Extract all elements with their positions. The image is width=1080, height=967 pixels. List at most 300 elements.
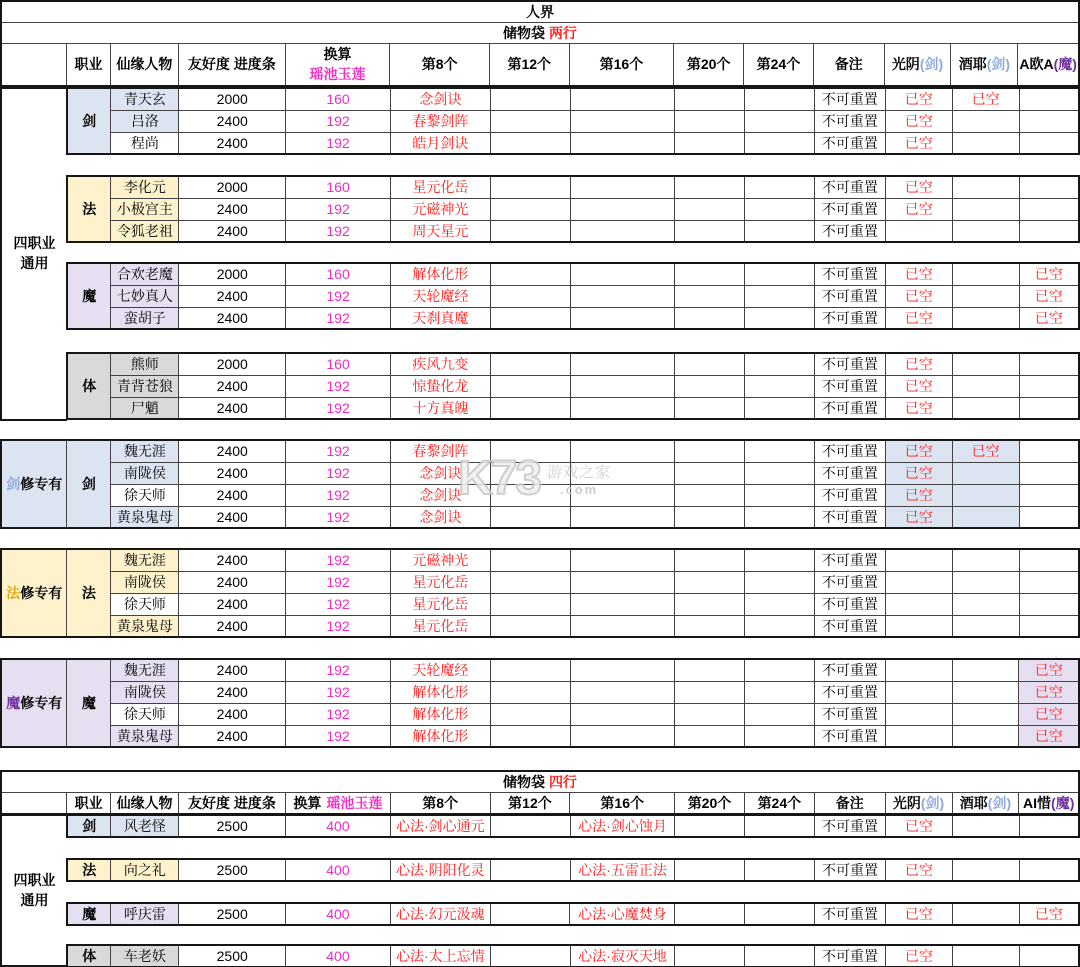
cell-friendship: 2500 [179, 903, 286, 925]
cell-guangyin: 已空 [885, 397, 952, 419]
cell-name: 风老怪 [111, 815, 179, 837]
cell-slot8: 疾风九变 [390, 353, 490, 375]
cell-note: 不可重置 [814, 110, 885, 132]
cell-guangyin: 已空 [885, 353, 952, 375]
cell-slot12 [490, 462, 570, 484]
cell-slot8: 十方真魄 [390, 397, 490, 419]
cell-aoua [1019, 220, 1079, 242]
cell-friendship: 2400 [179, 307, 286, 329]
cell-slot16 [570, 353, 675, 375]
cell-aoua: 已空 [1019, 659, 1079, 681]
cell-slot24 [745, 132, 815, 154]
cell-slot16 [570, 263, 675, 285]
cell-slot8: 皓月剑诀 [390, 132, 490, 154]
cell-slot24 [745, 440, 815, 462]
job-cell: 剑 [67, 440, 111, 528]
cell-slot24 [745, 549, 815, 571]
cell-note: 不可重置 [814, 198, 885, 220]
cell-friendship: 2400 [179, 132, 286, 154]
cell-slot12 [490, 593, 570, 615]
cell-jiuye [952, 484, 1019, 506]
cell-aoua [1019, 571, 1079, 593]
cell-slot12 [490, 375, 570, 397]
cell-aoua [1019, 462, 1079, 484]
cell-slot8: 星元化岳 [390, 571, 490, 593]
cell-slot16 [570, 176, 675, 198]
cell-slot8: 念剑诀 [390, 484, 490, 506]
cell-slot24 [745, 220, 815, 242]
cell-slot24 [745, 615, 815, 637]
header-suffix: 瑶池玉莲 [326, 795, 383, 811]
t1-job-block-1 [66, 175, 1080, 243]
cell-lotus: 192 [286, 549, 391, 571]
cell-guangyin: 已空 [885, 440, 952, 462]
cell-slot24 [745, 263, 815, 285]
cell-jiuye [952, 506, 1019, 528]
cell-note: 不可重置 [814, 615, 885, 637]
cell-friendship: 2400 [179, 571, 286, 593]
cell-note: 不可重置 [815, 815, 886, 837]
cell-guangyin: 已空 [885, 815, 952, 837]
cell-friendship: 2400 [179, 220, 286, 242]
cell-lotus: 192 [286, 571, 391, 593]
cell-guangyin [885, 593, 952, 615]
group-label-head: 剑 [6, 476, 21, 492]
cell-slot8: 元磁神光 [390, 549, 490, 571]
cell-slot20 [675, 725, 745, 747]
cell-slot8: 元磁神光 [390, 198, 490, 220]
cell-slot12 [490, 285, 570, 307]
cell-slot12 [490, 397, 570, 419]
col-header-4: 第8个 [390, 793, 490, 815]
cell-slot20 [675, 285, 745, 307]
cell-slot12 [490, 506, 570, 528]
cell-slot24 [745, 506, 815, 528]
cell-note: 不可重置 [814, 462, 885, 484]
cell-slot24 [745, 659, 815, 681]
cell-aoua [1019, 88, 1079, 110]
cell-note: 不可重置 [814, 176, 885, 198]
cell-slot12 [490, 859, 570, 881]
watermark-logo: K73 [458, 452, 541, 505]
cell-lotus: 192 [286, 593, 391, 615]
cell-slot12 [490, 110, 570, 132]
cell-aoua [1019, 397, 1079, 419]
cell-slot12 [490, 945, 570, 967]
cell-jiuye [952, 220, 1019, 242]
cell-lotus: 160 [286, 88, 391, 110]
cell-slot16 [570, 593, 675, 615]
cell-jiuye [952, 263, 1019, 285]
cell-slot20 [675, 815, 745, 837]
cell-friendship: 2400 [179, 397, 286, 419]
cell-aoua [1019, 593, 1079, 615]
cell-friendship: 2400 [179, 198, 286, 220]
cell-lotus: 160 [286, 263, 391, 285]
col-header-12 [1018, 44, 1079, 86]
cell-slot12 [490, 307, 570, 329]
cell-jiuye [952, 815, 1019, 837]
cell-lotus: 192 [286, 220, 391, 242]
cell-note: 不可重置 [815, 859, 886, 881]
cell-lotus: 192 [286, 681, 391, 703]
cell-note: 不可重置 [814, 506, 885, 528]
t1-job-block-2 [66, 262, 1080, 330]
cell-note: 不可重置 [814, 397, 885, 419]
cell-slot16 [570, 615, 675, 637]
header-suffix: (剑) [920, 795, 945, 811]
cell-slot8: 念剑诀 [390, 462, 490, 484]
cell-note: 不可重置 [815, 945, 886, 967]
col-header-12 [1019, 793, 1079, 815]
watermark-site: 游戏之家 [547, 464, 612, 481]
cell-lotus: 192 [286, 484, 391, 506]
col-header-3 [285, 793, 390, 815]
cell-aoua: 已空 [1019, 703, 1079, 725]
cell-guangyin: 已空 [885, 375, 952, 397]
cell-name: 李化元 [111, 176, 179, 198]
col-header-corner [1, 793, 67, 815]
cell-jiuye: 已空 [952, 88, 1019, 110]
cell-name: 魏无涯 [111, 440, 179, 462]
cell-slot12 [490, 484, 570, 506]
cell-aixi [1019, 859, 1079, 881]
cell-slot12 [490, 88, 570, 110]
cell-lotus: 192 [286, 659, 391, 681]
cell-name: 程尚 [111, 132, 179, 154]
cell-slot8: 心法·太上忘情 [390, 945, 490, 967]
cell-note: 不可重置 [814, 549, 885, 571]
cell-lotus: 192 [286, 307, 391, 329]
cell-note: 不可重置 [814, 132, 885, 154]
cell-jiuye [952, 903, 1019, 925]
cell-friendship: 2400 [179, 285, 286, 307]
group-label-tail: 修专有 [20, 695, 63, 711]
cell-name: 令狐老祖 [111, 220, 179, 242]
cell-slot8: 心法·剑心通元 [390, 815, 490, 837]
cell-name: 青背苍狼 [111, 375, 179, 397]
cell-lotus: 192 [286, 462, 391, 484]
cell-name: 合欢老魔 [111, 263, 179, 285]
cell-name: 吕洛 [111, 110, 179, 132]
cell-jiuye [952, 571, 1019, 593]
cell-name: 小极宫主 [111, 198, 179, 220]
cell-name: 徐天师 [111, 593, 179, 615]
job-cell: 体 [67, 945, 111, 967]
cell-jiuye [952, 549, 1019, 571]
cell-note: 不可重置 [814, 659, 885, 681]
cell-friendship: 2000 [179, 353, 286, 375]
cell-friendship: 2000 [179, 176, 286, 198]
job-cell: 剑 [67, 88, 111, 154]
cell-jiuye [952, 681, 1019, 703]
cell-slot20 [675, 375, 745, 397]
cell-slot20 [675, 593, 745, 615]
cell-slot24 [745, 593, 815, 615]
cell-slot20 [675, 397, 745, 419]
cell-slot16 [570, 307, 675, 329]
col-header-6: 第16个 [570, 793, 675, 815]
cell-aoua [1019, 353, 1079, 375]
cell-jiuye [952, 462, 1019, 484]
group-label-tail: 修专有 [20, 585, 63, 601]
cell-friendship: 2000 [179, 263, 286, 285]
cell-lotus: 192 [286, 375, 391, 397]
cell-jiuye [952, 725, 1019, 747]
cell-name: 向之礼 [111, 859, 179, 881]
col-header-6: 第16个 [569, 44, 674, 86]
t2-job-block-1 [66, 858, 1080, 882]
job-cell: 法 [67, 549, 111, 637]
cell-lotus: 400 [286, 945, 391, 967]
cell-lotus: 160 [286, 176, 391, 198]
cell-aoua [1019, 110, 1079, 132]
cell-guangyin [885, 549, 952, 571]
cell-friendship: 2400 [179, 725, 286, 747]
cell-slot24 [745, 945, 815, 967]
cell-slot20 [675, 88, 745, 110]
col-header-7: 第20个 [675, 793, 745, 815]
cell-slot24 [745, 88, 815, 110]
cell-jiuye [952, 593, 1019, 615]
table2-header [0, 770, 1080, 815]
cell-friendship: 2400 [179, 375, 286, 397]
cell-name: 车老妖 [111, 945, 179, 967]
cell-guangyin: 已空 [885, 945, 952, 967]
cell-slot16 [570, 88, 675, 110]
cell-slot8: 解体化形 [390, 263, 490, 285]
col-header-corner [1, 44, 67, 86]
cell-friendship: 2400 [179, 593, 286, 615]
cell-jiuye [952, 198, 1019, 220]
cell-friendship: 2400 [179, 484, 286, 506]
cell-jiuye: 已空 [952, 440, 1019, 462]
cell-slot12 [490, 725, 570, 747]
cell-aoua: 已空 [1019, 725, 1079, 747]
cell-slot8: 周天星元 [390, 220, 490, 242]
cell-slot24 [745, 681, 815, 703]
cell-slot20 [675, 615, 745, 637]
cell-lotus: 192 [286, 615, 391, 637]
cell-slot16 [570, 397, 675, 419]
header-text: 酒耶 [959, 795, 988, 811]
cell-aoua: 已空 [1019, 263, 1079, 285]
cell-guangyin [885, 615, 952, 637]
cell-slot16: 心法·寂灭天地 [570, 945, 675, 967]
cell-slot16 [570, 549, 675, 571]
header-text: AI惜 [1023, 795, 1052, 811]
cell-slot24 [745, 462, 815, 484]
cell-slot16 [570, 110, 675, 132]
cell-aoua [1019, 375, 1079, 397]
cell-slot24 [745, 859, 815, 881]
cell-guangyin: 已空 [885, 859, 952, 881]
cell-friendship: 2400 [179, 703, 286, 725]
cell-slot12 [490, 353, 570, 375]
cell-slot16 [570, 132, 675, 154]
header-text: 换算 [293, 795, 322, 811]
cell-slot20 [675, 307, 745, 329]
col-header-1: 仙缘人物 [111, 793, 179, 815]
cell-friendship: 2400 [179, 659, 286, 681]
cell-slot16 [570, 681, 675, 703]
cell-friendship: 2500 [179, 815, 286, 837]
cell-name: 蛮胡子 [111, 307, 179, 329]
cell-note: 不可重置 [814, 375, 885, 397]
cell-aoua: 已空 [1019, 307, 1079, 329]
cell-note: 不可重置 [814, 353, 885, 375]
cell-slot16 [570, 285, 675, 307]
t2-job-block-3 [66, 944, 1080, 967]
header-text: 光阴 [891, 56, 920, 73]
header-text: 光阴 [892, 795, 921, 811]
cell-slot16 [570, 198, 675, 220]
header-suffix: (剑) [987, 795, 1012, 811]
cell-slot16 [570, 220, 675, 242]
cell-slot20 [675, 571, 745, 593]
cell-name: 徐天师 [111, 484, 179, 506]
watermark-domain: .com [559, 482, 599, 497]
cell-jiuye [952, 285, 1019, 307]
cell-name: 熊师 [111, 353, 179, 375]
cell-friendship: 2400 [179, 681, 286, 703]
cell-slot8: 天轮魔经 [390, 285, 490, 307]
job-cell: 剑 [67, 815, 111, 837]
cell-name: 南陇侯 [111, 571, 179, 593]
cell-slot8: 春黎剑阵 [390, 110, 490, 132]
cell-slot16: 心法·五雷正法 [570, 859, 675, 881]
cell-aoua [1019, 549, 1079, 571]
cell-guangyin [885, 220, 952, 242]
cell-slot16 [570, 462, 675, 484]
cell-guangyin [885, 725, 952, 747]
cell-slot12 [490, 571, 570, 593]
cell-slot8: 惊蛰化龙 [390, 375, 490, 397]
cell-slot24 [745, 725, 815, 747]
job-cell: 魔 [67, 263, 111, 329]
cell-slot20 [675, 859, 745, 881]
cell-note: 不可重置 [814, 703, 885, 725]
col-header-8: 第24个 [744, 793, 814, 815]
t2-job-block-0 [66, 814, 1080, 838]
cell-slot12 [490, 681, 570, 703]
cell-lotus: 400 [286, 815, 391, 837]
cell-slot24 [745, 571, 815, 593]
col-header-3 [285, 44, 390, 86]
job-cell: 体 [67, 353, 111, 419]
cell-aoua [1019, 440, 1079, 462]
cell-slot16: 心法·心魔焚身 [570, 903, 675, 925]
col-header-5: 第12个 [490, 793, 570, 815]
cell-slot20 [675, 945, 745, 967]
group-label-special [1, 549, 67, 637]
cell-jiuye [952, 353, 1019, 375]
cell-slot20 [675, 176, 745, 198]
cell-slot20 [675, 263, 745, 285]
bag-label-2: 储物袋 [503, 774, 546, 790]
cell-friendship: 2500 [179, 859, 286, 881]
col-header-1: 仙缘人物 [110, 44, 178, 86]
table1-header [0, 0, 1080, 87]
cell-slot24 [745, 815, 815, 837]
cell-name: 呼庆雷 [111, 903, 179, 925]
col-header-5: 第12个 [489, 44, 569, 86]
job-cell: 法 [67, 176, 111, 242]
cell-slot8: 念剑诀 [390, 88, 490, 110]
header-suffix: (魔) [1053, 56, 1077, 73]
bag-subtitle-row1 [1, 23, 1079, 44]
cell-guangyin [885, 703, 952, 725]
header-suffix: (剑) [986, 56, 1011, 73]
cell-aoua [1019, 484, 1079, 506]
job-cell: 魔 [67, 659, 111, 747]
cell-guangyin: 已空 [885, 903, 952, 925]
cell-guangyin: 已空 [885, 132, 952, 154]
group-label-head: 法 [6, 585, 21, 601]
cell-slot8: 天轮魔经 [390, 659, 490, 681]
cell-slot24 [745, 110, 815, 132]
cell-slot20 [675, 353, 745, 375]
cell-note: 不可重置 [814, 903, 885, 925]
cell-name: 南陇侯 [111, 681, 179, 703]
col-header-10 [885, 793, 952, 815]
cell-friendship: 2400 [179, 549, 286, 571]
col-header-7: 第20个 [674, 44, 744, 86]
header-text: 酒耶 [958, 56, 987, 73]
cell-slot12 [490, 659, 570, 681]
cell-slot16 [570, 484, 675, 506]
cell-lotus: 192 [286, 132, 391, 154]
t1-special-block-0 [0, 439, 1080, 529]
cell-aoua [1019, 506, 1079, 528]
col-header-11 [951, 44, 1018, 86]
bag-rows-label: 两行 [548, 25, 577, 41]
cell-slot20 [675, 198, 745, 220]
cell-guangyin: 已空 [885, 88, 952, 110]
cell-slot24 [745, 703, 815, 725]
cell-slot16 [570, 725, 675, 747]
cell-slot8: 星元化岳 [390, 593, 490, 615]
job-cell: 法 [67, 859, 111, 881]
cell-slot8: 解体化形 [390, 703, 490, 725]
cell-slot12 [490, 132, 570, 154]
bag-subtitle-row2 [1, 771, 1079, 793]
cell-jiuye [952, 132, 1019, 154]
cell-jiuye [952, 307, 1019, 329]
cell-slot24 [745, 903, 815, 925]
cell-note: 不可重置 [814, 593, 885, 615]
cell-jiuye [952, 615, 1019, 637]
cell-friendship: 2000 [179, 88, 286, 110]
bag-label: 储物袋 [503, 25, 546, 41]
cell-aoua [1019, 615, 1079, 637]
cell-name: 魏无涯 [111, 549, 179, 571]
cell-guangyin: 已空 [885, 176, 952, 198]
cell-slot20 [675, 703, 745, 725]
t1-job-block-0 [66, 87, 1080, 155]
cell-note: 不可重置 [814, 307, 885, 329]
cell-friendship: 2400 [179, 110, 286, 132]
cell-slot20 [675, 506, 745, 528]
cell-slot24 [745, 353, 815, 375]
header-line1: 换算 [323, 46, 352, 63]
col-header-11 [952, 793, 1019, 815]
cell-lotus: 400 [286, 903, 391, 925]
cell-aoua [1019, 176, 1079, 198]
cell-slot24 [745, 285, 815, 307]
cell-slot8: 星元化岳 [390, 176, 490, 198]
cell-note: 不可重置 [814, 440, 885, 462]
